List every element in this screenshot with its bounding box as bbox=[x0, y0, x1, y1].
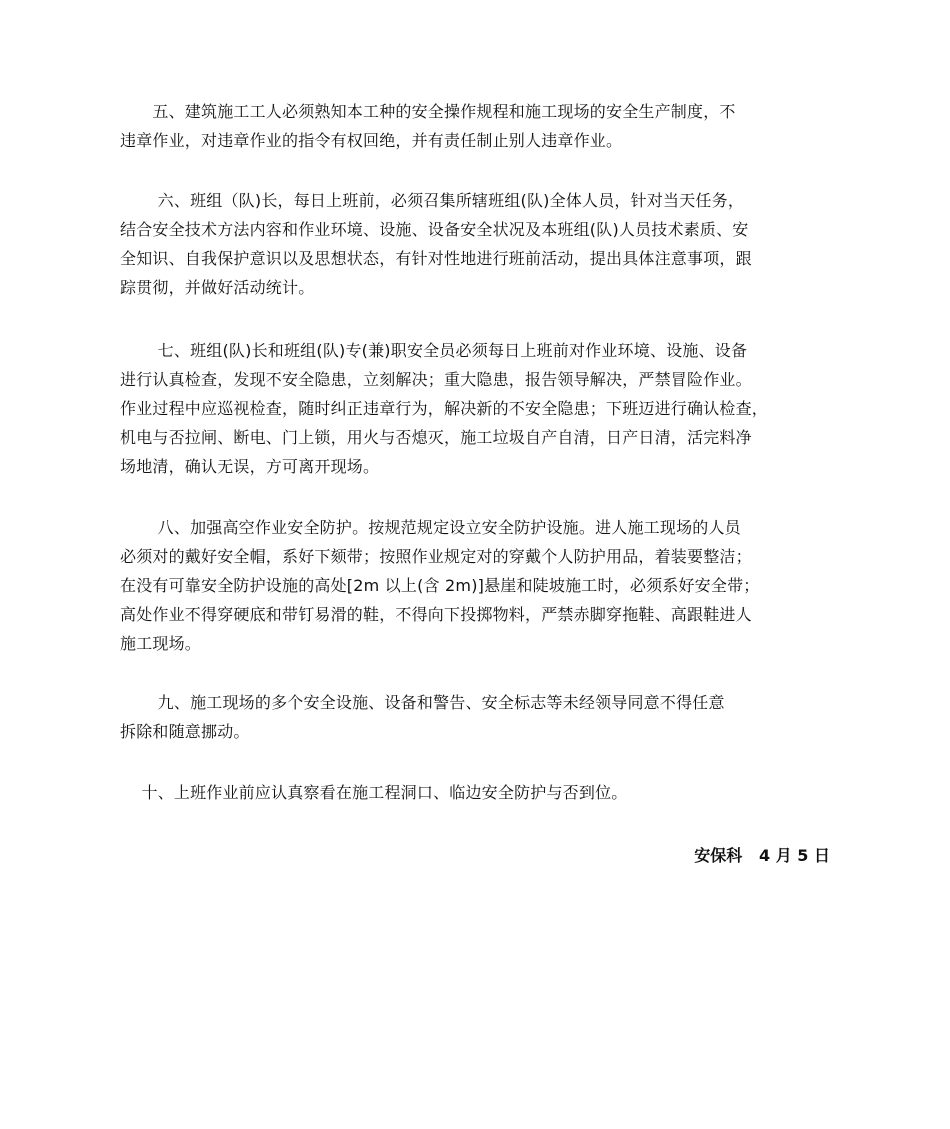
paragraph-line: 五、建筑施工工人必须熟知本工种的安全操作规程和施工现场的安全生产制度，不 bbox=[120, 102, 736, 121]
paragraph-line: 进行认真检查，发现不安全隐患，立刻解决；重大隐患，报告领导解决，严禁冒险作业。 bbox=[120, 370, 752, 389]
paragraph-line: 必须对的戴好安全帽，系好下颏带；按照作业规定对的穿戴个人防护用品，着装要整洁； bbox=[120, 547, 752, 566]
paragraph-line: 在没有可靠安全防护设施的高处[2m 以上(含 2m)]悬崖和陡坡施工时，必须系好安全带； bbox=[120, 576, 760, 595]
paragraph-line: 九、施工现场的多个安全设施、设备和警告、安全标志等未经领导同意不得任意 bbox=[120, 693, 725, 712]
paragraph-line: 机电与否拉闸、断电、门上锁，用火与否熄灭，施工垃圾自产自清，日产日清，活完料净 bbox=[120, 428, 752, 447]
paragraph-10 bbox=[120, 778, 840, 807]
paragraph-7 bbox=[120, 336, 840, 481]
paragraph-line: 拆除和随意挪动。 bbox=[120, 722, 250, 741]
paragraph-line: 全知识、自我保护意识以及思想状态，有针对性地进行班前活动，提出具体注意事项，跟 bbox=[120, 249, 752, 268]
paragraph-line: 踪贯彻，并做好活动统计。 bbox=[120, 278, 315, 297]
paragraph-line: 违章作业，对违章作业的指令有权回绝，并有责任制止别人违章作业。 bbox=[120, 131, 623, 150]
paragraph-line: 高处作业不得穿硬底和带钉易滑的鞋，不得向下投掷物料，严禁赤脚穿拖鞋、高跟鞋进人 bbox=[120, 605, 752, 624]
paragraph-line: 结合安全技术方法内容和作业环境、设施、设备安全状况及本班组(队)人员技术素质、安 bbox=[120, 220, 749, 239]
paragraph-line: 六、班组（队)长，每日上班前，必须召集所辖班组(队)全体人员，针对当天任务， bbox=[120, 191, 745, 210]
paragraph-line: 十、上班作业前应认真察看在施工程洞口、临边安全防护与否到位。 bbox=[120, 783, 628, 802]
paragraph-line: 七、班组(队)长和班组(队)专(兼)职安全员必须每日上班前对作业环境、设施、设备 bbox=[120, 341, 748, 360]
signature-date: 安保科 4 月 5 日 bbox=[694, 846, 830, 865]
paragraph-6 bbox=[120, 186, 840, 302]
paragraph-5 bbox=[120, 97, 840, 155]
paragraph-line: 施工现场。 bbox=[120, 634, 202, 653]
paragraph-line: 场地清，确认无误，方可离开现场。 bbox=[120, 457, 380, 476]
paragraph-8 bbox=[120, 513, 840, 658]
paragraph-line: 八、加强高空作业安全防护。按规范规定设立安全防护设施。进人施工现场的人员 bbox=[120, 518, 741, 537]
paragraph-line: 作业过程中应巡视检查，随时纠正违章行为，解决新的不安全隐患；下班迈进行确认检查， bbox=[120, 399, 769, 418]
paragraph-9 bbox=[120, 688, 840, 746]
